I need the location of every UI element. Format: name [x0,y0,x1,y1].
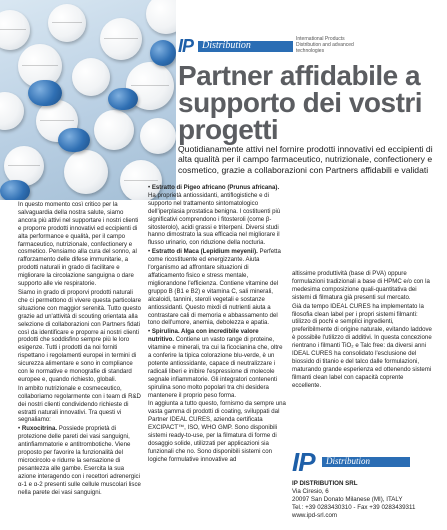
blue-tablet [150,40,176,66]
bullet-item: • Ruxocitrina. Possiede proprietà di protezione delle pareti dei vasi sanguigni, antinfiammatorie e antitrombotiche. Viene proposto per favorire la funzionalità del microcircolo e ridurre la sensazione di pesantezza alle gambe. Esercita la sua azione interagendo con i recettori adrenergici α-1 e α-2 presenti sulle cellule muscolari lisce nella parete dei vasi sanguigni. [18,425,141,496]
lead-paragraph: Quotidianamente attivi nel fornire prodotti innovativi ed eccipienti di alta qualità per il campo farmaceutico, nutrizionale, confectionery e cosmetico, grazie a collaborazioni con Partners affidabili e validati [178,144,433,175]
bullet-title: Estratto di Maca (Lepidium meyenii). [151,248,258,256]
paragraph: In aggiunta a tutto questo, fornismo da sempre una vasta gamma di prodotti di coating, sviluppati dal Partner IDEAL CURES, azienda certificata EXCIPACT™, ISO, WHO GMP. Sono disponibili sistemi ready-to-use, per la filmatura di forme di dosaggio solide, utilizzati per applicazioni sia funzionali che no. Sono disponibili sistemi con logiche formulative innovative ad [148,400,286,463]
tablets-photo [0,0,176,200]
logo-ip-text: IP [178,36,194,56]
bullet-text: Ha proprietà antiossidanti, antiflogistiche e di supporto nel trattamento sintomatologico dell'iperplasia prostatica benigna. I costituenti più significativi comprendono i fitosteroli (come β-sitosterolo), acidi grassi e triterpeni. Diversi studi hanno dimostrato la sua efficacia nel migliorare il flusso urinario, con riduzione della nocturia. [148,191,281,247]
paragraph: Siamo in grado di proporvi prodotti naturali che ci permettono di vivere questa particolare situazione con maggior serenità. Tutto questo grazie ad un'attività di scouting orientata alla selezione di collaborazioni con Partners fidati così da identificare e proporre ai nostri clienti prodotti che soddisfino sempre più le loro esigenze. Tutti i prodotti da noi forniti rispettano i regolamenti europei in termini di sicurezza alimentare e sono in compliance con le normative e monografie di standard europee e, quando richiesto, globali. [18,288,141,383]
page-title: Partner affidabile a supporto dei vostri progetti [178,60,423,145]
bullet-text: Contiene un vasto range di proteine, vitamine e minerali, tra cui la ficocianina che, oltre a conferire la tipica colorazione blu-verde, è un potente antiossidante, capace di neutralizzare i radicali liberi e inibire l'espressione di molecole segnale infiammatorie. Gli integratori contenenti spirulina sono molto popolari tra chi desidera mantenere il proprio peso forma. [148,336,283,399]
blue-tablet [108,88,138,110]
blue-tablet [28,80,62,106]
white-tablet [100,18,142,60]
website-link[interactable]: www.ipd-srl.com [292,512,338,519]
bullet-item: • Estratto di Maca (Lepidium meyenii). Perfetta come ricostituente ed energizzante. Aiuta l'organismo ad affrontare situazioni di affaticamento fisico e stress mentale, migliorandone l'efficienza. Contiene vitamine del gruppo B (B1 e B2) e vitamina C, sali minerali, alcaloidi, tannini, steroli vegetali e sostanze antiossidanti. Questo mixdi di nutrienti aiuta a contrastare cali di memoria e abbassamento del tono dell'umore, anemia, debolezza e apatia. [148,248,281,327]
bullet-item: • Estratto di Pigeo africano (Prunus africana). Ha proprietà antiossidanti, antiflogistiche e di supporto nel trattamento sintomatologico dell'iperplasia prostatica benigna. I costituenti più significativi comprendono i fitosteroli (come β-sitosterolo), acidi grassi e triterpeni. Diversi studi hanno dimostrato la sua efficacia nel migliorare il flusso urinario, con riduzione della nocturia. [148,184,281,247]
bullet-title: Estratto di Pigeo africano (Prunus africana). [151,184,280,191]
logo-word-text: Distribution [326,456,371,466]
paragraph: altissime produttività (base di PVA) oppure formulazioni tradizionali a base di HPMC e/o con la medesima composizione quali-quantitativa dei sistemi di filmatura già presenti sul mercato. [292,270,430,301]
paragraph: In ambito nutrizionale e cosmeceutico, collaboriamo regolarmente con i team di R&D dei nostri clienti condividendo richieste di estratti naturali innovativi. Tra questi vi segnaliamo: [18,384,141,424]
white-tablet [94,110,134,150]
bullet-title: Spirulina. Alga con incredibile valore nutritivo. [148,328,259,344]
white-tablet [48,4,86,42]
logo-tagline: International Products Distribution and advanced technologies [296,36,354,54]
white-tablet [64,150,108,194]
white-tablet [72,58,110,96]
bullet-title: Ruxocitrina. [21,425,58,433]
blue-tablet [58,128,90,152]
column-1 [18,201,142,498]
bullet-text: Perfetta come ricostituente ed energizzante. Aiuta l'organismo ad affrontare situazioni di affaticamento fisico e stress mentale, migliorandone l'efficienza. Contiene vitamine del gruppo B (B1 e B2) e vitamina C, sali minerali, alcaloidi, tannini, steroli vegetali e sostanze antiossidanti. Questo mixdi di nutrienti aiuta a contrastare cali di memoria e abbassamento del tono dell'umore, anemia, debolezza e apatia. [148,248,281,327]
white-tablet [0,92,24,130]
column-2 [148,184,286,465]
address-line: 20097 San Donato Milanese (MI), ITALY [292,496,403,503]
paragraph: In questo momento così critico per la salvaguardia della nostra salute, siamo ancora più attivi nel supportare i nostri clienti e proporre prodotti innovativi ed eccipienti di alta performance e qualità, per il campo farmaceutico, nutrizionale, confectionery e cosmetico. Pensiamo alla cura del sonno, al rafforzamento delle difese immunitarie, a prodotti naturali in grado di facilitare e migliorare la circolazione sanguigna o dare supporto alle vie respiratorie. [18,201,139,288]
paragraph: Già da tempo IDEAL CURES ha implementato la filosofia clean label per i propri sistemi filmanti: utilizzo di pochi e semplici ingredienti, preferibilmente di origine naturale, evitando laddove è possibile l'utilizzo di additivi. In questa concezione rientrano i filmanti TiO₂ e Talc free: da diversi anni IDEAL CURES ha consolidato l'esclusione del biossido di titanio e del talco dalle formulazioni, maturando grande esperienza ed ottenendo sistemi filmanti clean label con capacità coprente eccellente. [292,302,432,389]
logo-ip-text: IP [292,447,315,477]
bullet-text: Possiede proprietà di protezione delle pareti dei vasi sanguigni, antinfiammatorie e antitrombotiche. Viene proposto per favorire la funzionalità del microcircolo e ridurre la sensazione di pesantezza alle gambe. Esercita la sua azione interagendo con i recettori adrenergici α-1 e α-2 presenti sulle cellule muscolari lisce nella parete dei vasi sanguigni. [18,425,141,496]
bullet-item: • Spirulina. Alga con incredibile valore nutritivo. Contiene un vasto range di proteine, vitamine e minerali, tra cui la ficocianina che, oltre a conferire la tipica colorazione blu-verde, è un potente antiossidante, capace di neutralizzare i radicali liberi e inibire l'espressione di molecole segnale infiammatorie. Gli integratori contenenti spirulina sono molto popolari tra chi desidera mantenere il proprio peso forma. [148,328,283,399]
white-tablet [146,0,176,34]
footer-logo [292,448,412,476]
white-tablet [0,10,30,50]
phone-line: Tel.: +39 0283430310 - Fax +39 0283439311 [292,504,416,511]
address-line: Via Ciresio, 6 [292,488,329,495]
blue-tablet [0,180,30,200]
company-name: IP DISTRIBUTION SRL [292,480,358,487]
column-3 [292,270,434,391]
ip-distribution-logo [178,36,293,56]
contact-block [292,480,434,520]
logo-word-text: Distribution [202,40,251,51]
white-tablet [140,118,176,154]
